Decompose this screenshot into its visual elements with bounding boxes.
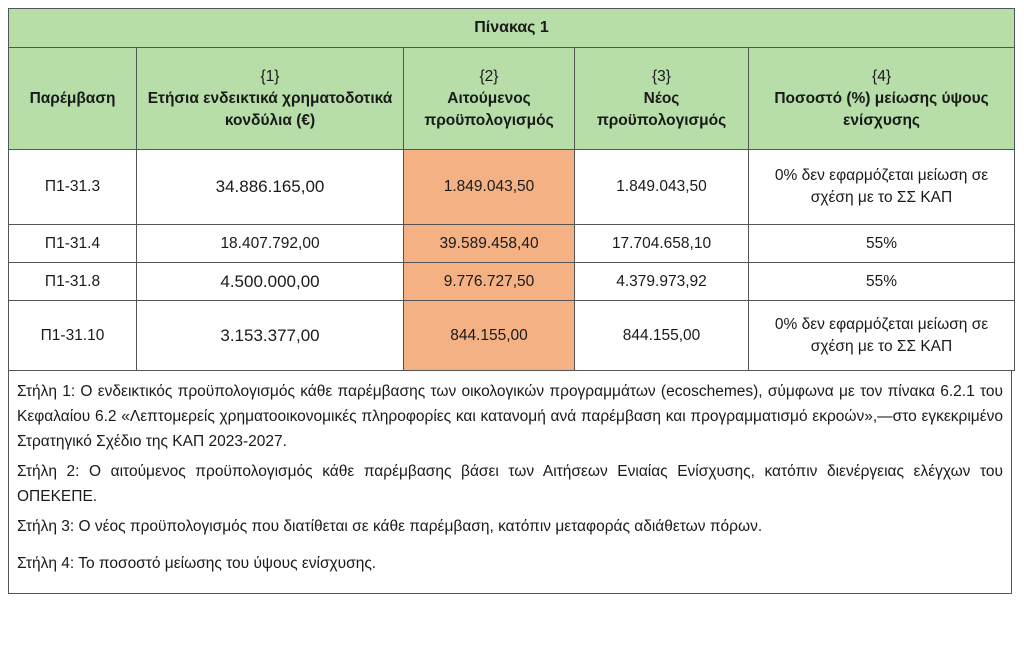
header-label: Ποσοστό (%) μείωσης ύψους ενίσχυσης — [774, 89, 989, 129]
header-reduction — [749, 48, 1015, 150]
table-row — [9, 301, 1015, 371]
cell-reduction: 0% δεν εφαρμόζεται μείωση σε σχέση με το ΣΣ ΚΑΠ — [749, 150, 1015, 225]
header-label: Αιτούμενος προϋπολογισμός — [424, 89, 554, 129]
header-annual — [137, 48, 404, 150]
table-title: Πίνακας 1 — [9, 9, 1015, 48]
cell-intervention: Π1-31.4 — [9, 225, 137, 263]
cell-intervention: Π1-31.3 — [9, 150, 137, 225]
table-title-row — [9, 9, 1015, 48]
note-column-3: Στήλη 3: Ο νέος προϋπολογισμός που διατίθεται σε κάθε παρέμβαση, κατόπιν μεταφοράς αδιάθετων πόρων. — [17, 518, 763, 535]
document — [8, 8, 1014, 594]
cell-requested: 9.776.727,50 — [404, 263, 575, 301]
header-number: {2} — [479, 67, 499, 85]
cell-new-budget: 1.849.043,50 — [575, 150, 749, 225]
note-column-4: Στήλη 4: Το ποσοστό μείωσης του ύψους ενίσχυσης. — [17, 555, 377, 572]
cell-annual: 3.153.377,00 — [137, 301, 404, 371]
table-row — [9, 225, 1015, 263]
cell-requested: 39.589.458,40 — [404, 225, 575, 263]
table-row — [9, 263, 1015, 301]
cell-annual: 34.886.165,00 — [137, 150, 404, 225]
table-header-row — [9, 48, 1015, 150]
table-row — [9, 150, 1015, 225]
cell-annual: 18.407.792,00 — [137, 225, 404, 263]
header-number: {1} — [260, 67, 280, 85]
header-intervention — [9, 48, 137, 150]
cell-reduction: 0% δεν εφαρμόζεται μείωση σε σχέση με το ΣΣ ΚΑΠ — [749, 301, 1015, 371]
header-label: Ετήσια ενδεικτικά χρηματοδοτικά κονδύλια (€) — [147, 89, 393, 129]
cell-intervention: Π1-31.8 — [9, 263, 137, 301]
cell-new-budget: 844.155,00 — [575, 301, 749, 371]
cell-annual: 4.500.000,00 — [137, 263, 404, 301]
note-column-1: Στήλη 1: Ο ενδεικτικός προϋπολογισμός κάθε παρέμβασης των οικολογικών προγραμμάτων (ecoschemes), σύμφωνα με τον πίνακα 6.2.1 του Κεφαλαίου 6.2 «Λεπτομερείς χρηματοοικονομικές πληροφορίες και κατανομή ανά παρέμβαση και προγραμματισμό εκροών»,—στο εγκεκριμένο Στρατηγικό Σχέδιο της ΚΑΠ 2023-2027. — [17, 383, 1003, 450]
cell-requested: 1.849.043,50 — [404, 150, 575, 225]
cell-reduction: 55% — [749, 263, 1015, 301]
cell-requested: 844.155,00 — [404, 301, 575, 371]
cell-reduction: 55% — [749, 225, 1015, 263]
header-number: {4} — [872, 67, 892, 85]
header-number: {3} — [652, 67, 671, 85]
header-requested — [404, 48, 575, 150]
header-label: Νέος προϋπολογισμός — [596, 89, 727, 129]
column-notes — [8, 371, 1012, 594]
budget-table — [8, 8, 1015, 371]
cell-new-budget: 17.704.658,10 — [575, 225, 749, 263]
note-column-2: Στήλη 2: Ο αιτούμενος προϋπολογισμός κάθε παρέμβασης βάσει των Αιτήσεων Ενιαίας Ενίσχυσης, κατόπιν διενέργειας ελέγχων του ΟΠΕΚΕΠΕ. — [17, 463, 1003, 505]
header-label: Παρέμβαση — [29, 89, 116, 107]
cell-intervention: Π1-31.10 — [9, 301, 137, 371]
header-new-budget — [575, 48, 749, 150]
cell-new-budget: 4.379.973,92 — [575, 263, 749, 301]
